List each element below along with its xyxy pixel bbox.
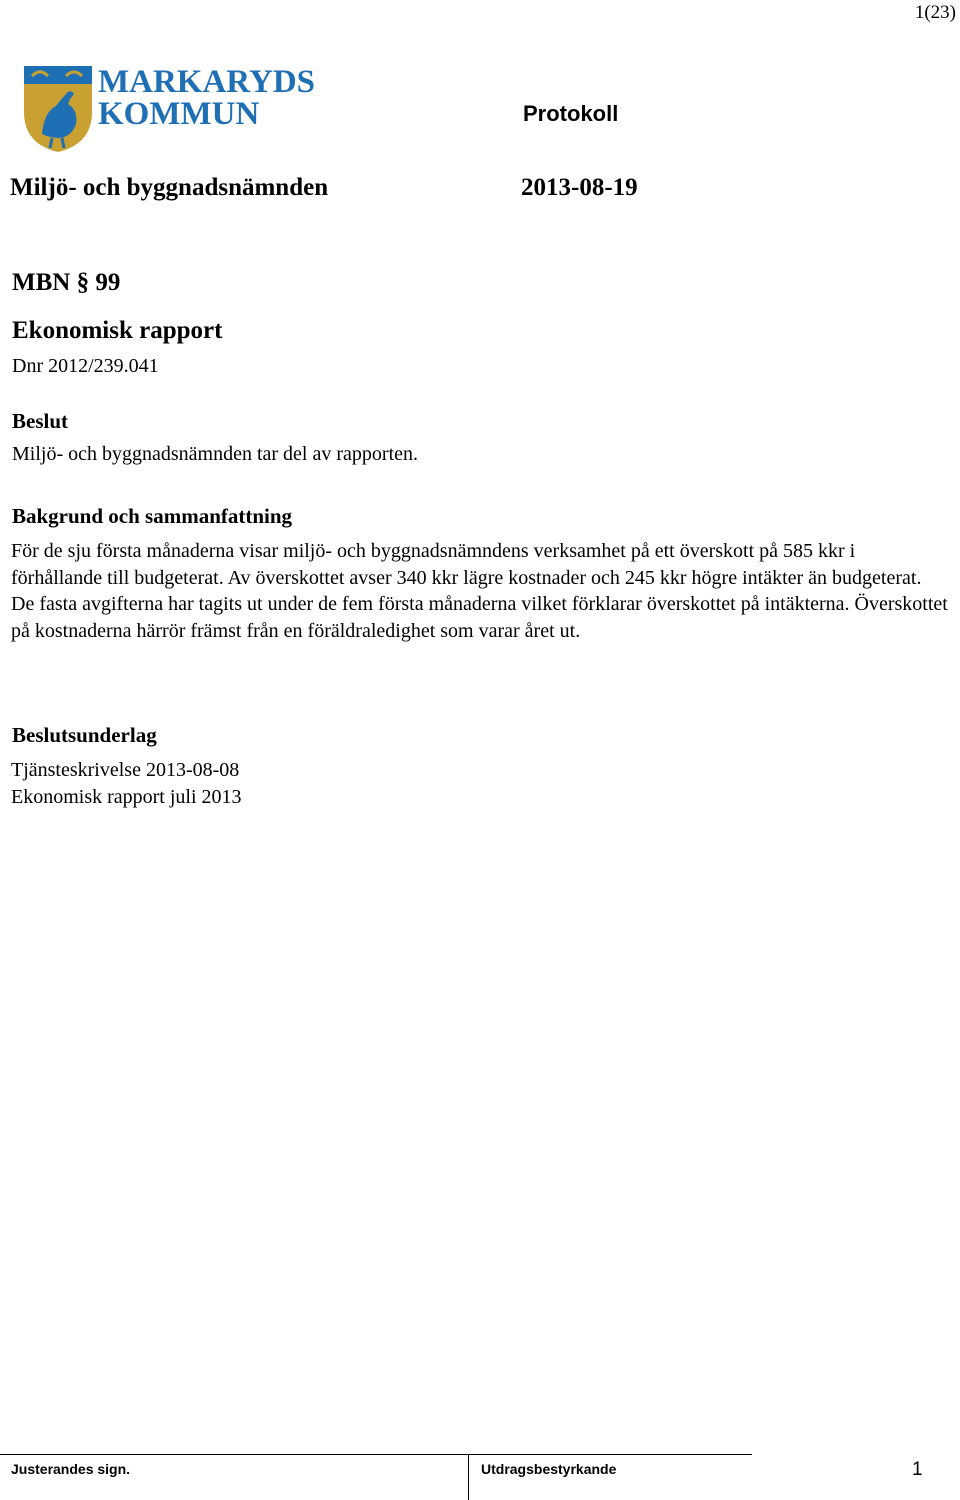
background-paragraph: För de sju första månaderna visar miljö- och byggnadsnämndens verksamhet på ett överskott på 585 kkr i förhållande till budgeterat. Av överskottet avser 340 kkr lägre kostnader och 245 kkr högre intäkter än budgeterat.	[11, 540, 922, 589]
background-paragraph: De fasta avgifterna har tagits ut under de fem första månaderna vilket förklarar överskottet på intäkterna. Överskottet på kostnaderna härrör främst från en föräldraledighet som varar året ut.	[11, 593, 948, 642]
municipality-logo	[22, 62, 322, 154]
committee-name: Miljö- och byggnadsnämnden	[10, 174, 329, 201]
paragraph-id: MBN § 99	[12, 269, 121, 296]
background-body	[11, 538, 951, 644]
meeting-date: 2013-08-19	[521, 174, 638, 201]
basis-heading: Beslutsunderlag	[12, 723, 157, 747]
footer-page-number: 1	[912, 1459, 923, 1480]
diary-number: Dnr 2012/239.041	[12, 355, 159, 377]
footer-column-divider	[468, 1454, 469, 1500]
list-item: Tjänsteskrivelse 2013-08-08	[11, 759, 240, 781]
logo-name-line1: MARKARYDS	[98, 64, 315, 100]
basis-list	[11, 757, 242, 810]
decision-text: Miljö- och byggnadsnämnden tar del av rapporten.	[12, 443, 418, 465]
coat-of-arms-icon	[22, 62, 322, 154]
decision-heading: Beslut	[12, 409, 69, 433]
page-counter: 1(23)	[914, 2, 956, 23]
background-heading: Bakgrund och sammanfattning	[12, 504, 293, 528]
page-title: Ekonomisk rapport	[12, 317, 223, 344]
signature-label: Justerandes sign.	[11, 1461, 131, 1477]
footer-divider-line	[0, 1454, 752, 1455]
list-item: Ekonomisk rapport juli 2013	[11, 785, 242, 808]
logo-name-line2: KOMMUN	[98, 96, 260, 132]
document-type: Protokoll	[523, 101, 619, 126]
extract-certification-label: Utdragsbestyrkande	[481, 1461, 617, 1477]
